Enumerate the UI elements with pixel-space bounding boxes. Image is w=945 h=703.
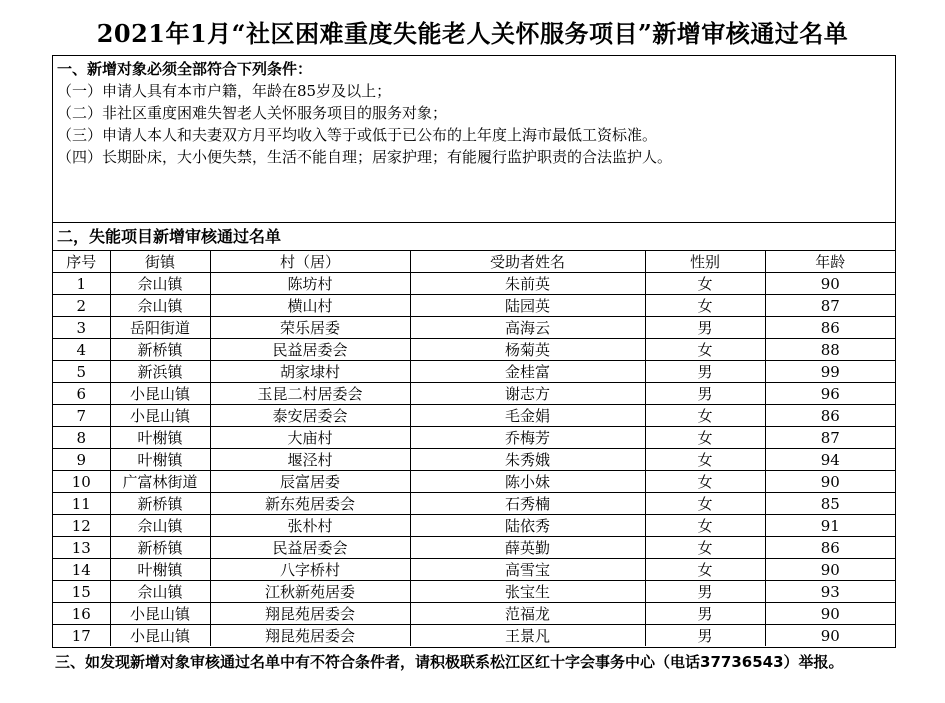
cell-gender: 女 — [645, 339, 765, 361]
cell-recipient-name: 金桂富 — [410, 361, 645, 383]
cell-village: 胡家埭村 — [210, 361, 410, 383]
table-row — [53, 295, 895, 317]
cell-village: 翔昆苑居委会 — [210, 603, 410, 625]
condition-item-1: （一）申请人具有本市户籍，年龄在85岁及以上； — [57, 82, 392, 100]
cell-gender: 女 — [645, 559, 765, 581]
cell-age: 86 — [765, 405, 895, 427]
cell-village: 辰富居委 — [210, 471, 410, 493]
header-age: 年龄 — [765, 251, 895, 273]
cell-recipient-name: 陆依秀 — [410, 515, 645, 537]
cell-age: 90 — [765, 625, 895, 647]
cell-recipient-name: 张宝生 — [410, 581, 645, 603]
table-row — [53, 405, 895, 427]
conditions-section — [53, 56, 895, 223]
cell-index: 17 — [53, 625, 110, 647]
cell-town: 小昆山镇 — [110, 625, 210, 647]
cell-gender: 男 — [645, 625, 765, 647]
cell-recipient-name: 陈小妹 — [410, 471, 645, 493]
cell-gender: 男 — [645, 581, 765, 603]
table-row — [53, 317, 895, 339]
cell-recipient-name: 陆园英 — [410, 295, 645, 317]
cell-gender: 男 — [645, 361, 765, 383]
cell-village: 民益居委会 — [210, 339, 410, 361]
condition-item-4: （四）长期卧床，大小便失禁，生活不能自理；居家护理；有能履行监护职责的合法监护人。 — [57, 148, 673, 166]
cell-recipient-name: 石秀楠 — [410, 493, 645, 515]
cell-index: 11 — [53, 493, 110, 515]
table-row — [53, 515, 895, 537]
cell-index: 5 — [53, 361, 110, 383]
cell-age: 88 — [765, 339, 895, 361]
cell-town: 佘山镇 — [110, 273, 210, 295]
cell-recipient-name: 高海云 — [410, 317, 645, 339]
table-row — [53, 361, 895, 383]
cell-index: 4 — [53, 339, 110, 361]
cell-age: 94 — [765, 449, 895, 471]
cell-age: 96 — [765, 383, 895, 405]
cell-index: 1 — [53, 273, 110, 295]
cell-gender: 女 — [645, 515, 765, 537]
cell-age: 93 — [765, 581, 895, 603]
cell-village: 新东苑居委会 — [210, 493, 410, 515]
cell-village: 江秋新苑居委 — [210, 581, 410, 603]
cell-index: 8 — [53, 427, 110, 449]
condition-item-3: （三）申请人本人和夫妻双方月平均收入等于或低于已公布的上年度上海市最低工资标准。 — [57, 126, 658, 144]
table-row — [53, 383, 895, 405]
condition-item-2: （二）非社区重度困难失智老人关怀服务项目的服务对象； — [57, 104, 448, 122]
table-row — [53, 339, 895, 361]
cell-gender: 女 — [645, 427, 765, 449]
cell-town: 广富林街道 — [110, 471, 210, 493]
cell-town: 新桥镇 — [110, 537, 210, 559]
cell-recipient-name: 范福龙 — [410, 603, 645, 625]
footer-note: 三、如发现新增对象审核通过名单中有不符合条件者，请积极联系松江区红十字会事务中心（电话37736543）举报。 — [55, 653, 844, 671]
cell-recipient-name: 王景凡 — [410, 625, 645, 647]
table-row — [53, 603, 895, 625]
cell-index: 16 — [53, 603, 110, 625]
cell-gender: 女 — [645, 449, 765, 471]
cell-age: 85 — [765, 493, 895, 515]
cell-village: 翔昆苑居委会 — [210, 625, 410, 647]
cell-recipient-name: 乔梅芳 — [410, 427, 645, 449]
cell-village: 大庙村 — [210, 427, 410, 449]
table-row — [53, 273, 895, 295]
cell-town: 小昆山镇 — [110, 603, 210, 625]
table-row — [53, 449, 895, 471]
cell-age: 90 — [765, 559, 895, 581]
cell-town: 新桥镇 — [110, 493, 210, 515]
cell-village: 八字桥村 — [210, 559, 410, 581]
cell-recipient-name: 薛英勤 — [410, 537, 645, 559]
cell-village: 民益居委会 — [210, 537, 410, 559]
cell-village: 荣乐居委 — [210, 317, 410, 339]
cell-index: 3 — [53, 317, 110, 339]
document-frame — [52, 55, 896, 648]
cell-town: 小昆山镇 — [110, 405, 210, 427]
cell-age: 90 — [765, 471, 895, 493]
cell-age: 91 — [765, 515, 895, 537]
cell-town: 佘山镇 — [110, 515, 210, 537]
cell-index: 7 — [53, 405, 110, 427]
cell-town: 叶榭镇 — [110, 427, 210, 449]
cell-recipient-name: 谢志方 — [410, 383, 645, 405]
cell-gender: 女 — [645, 295, 765, 317]
cell-town: 叶榭镇 — [110, 559, 210, 581]
cell-index: 14 — [53, 559, 110, 581]
document-title: 2021年1月“社区困难重度失能老人关怀服务项目”新增审核通过名单 — [96, 19, 849, 48]
cell-index: 10 — [53, 471, 110, 493]
header-index: 序号 — [53, 251, 110, 273]
table-row — [53, 427, 895, 449]
conditions-heading: 一、新增对象必须全部符合下列条件： — [57, 60, 313, 78]
cell-village: 泰安居委会 — [210, 405, 410, 427]
cell-town: 叶榭镇 — [110, 449, 210, 471]
table-row — [53, 559, 895, 581]
section2-heading: 二，失能项目新增审核通过名单 — [53, 223, 895, 251]
table-row — [53, 493, 895, 515]
cell-gender: 女 — [645, 471, 765, 493]
cell-gender: 男 — [645, 383, 765, 405]
cell-gender: 女 — [645, 493, 765, 515]
table-row — [53, 471, 895, 493]
approved-list-table — [53, 251, 895, 646]
cell-town: 新浜镇 — [110, 361, 210, 383]
cell-town: 佘山镇 — [110, 295, 210, 317]
cell-gender: 男 — [645, 317, 765, 339]
cell-age: 86 — [765, 317, 895, 339]
cell-index: 6 — [53, 383, 110, 405]
cell-age: 87 — [765, 295, 895, 317]
cell-recipient-name: 朱秀娥 — [410, 449, 645, 471]
cell-age: 87 — [765, 427, 895, 449]
cell-index: 9 — [53, 449, 110, 471]
cell-recipient-name: 朱前英 — [410, 273, 645, 295]
cell-index: 2 — [53, 295, 110, 317]
cell-recipient-name: 高雪宝 — [410, 559, 645, 581]
cell-village: 堰泾村 — [210, 449, 410, 471]
cell-recipient-name: 毛金娟 — [410, 405, 645, 427]
header-recipient-name: 受助者姓名 — [410, 251, 645, 273]
cell-index: 12 — [53, 515, 110, 537]
cell-age: 90 — [765, 603, 895, 625]
cell-town: 小昆山镇 — [110, 383, 210, 405]
cell-town: 佘山镇 — [110, 581, 210, 603]
cell-gender: 女 — [645, 537, 765, 559]
cell-age: 90 — [765, 273, 895, 295]
cell-village: 横山村 — [210, 295, 410, 317]
cell-village: 玉昆二村居委会 — [210, 383, 410, 405]
cell-age: 99 — [765, 361, 895, 383]
table-header-row — [53, 251, 895, 273]
header-gender: 性别 — [645, 251, 765, 273]
cell-town: 新桥镇 — [110, 339, 210, 361]
cell-recipient-name: 杨菊英 — [410, 339, 645, 361]
cell-town: 岳阳街道 — [110, 317, 210, 339]
table-row — [53, 537, 895, 559]
cell-index: 13 — [53, 537, 110, 559]
cell-gender: 男 — [645, 603, 765, 625]
cell-village: 陈坊村 — [210, 273, 410, 295]
header-town: 街镇 — [110, 251, 210, 273]
cell-age: 86 — [765, 537, 895, 559]
table-row — [53, 581, 895, 603]
table-row — [53, 625, 895, 647]
cell-index: 15 — [53, 581, 110, 603]
cell-gender: 女 — [645, 405, 765, 427]
cell-village: 张朴村 — [210, 515, 410, 537]
cell-gender: 女 — [645, 273, 765, 295]
header-village: 村（居） — [210, 251, 410, 273]
